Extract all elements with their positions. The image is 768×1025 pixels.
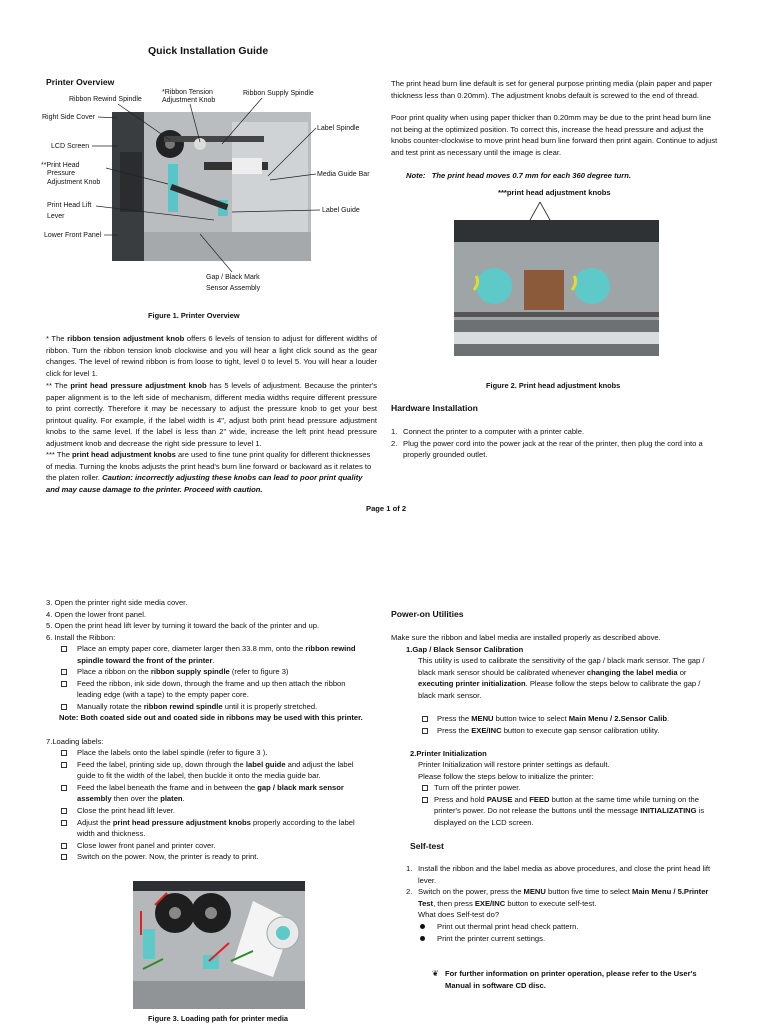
label-ribbon-tension-1: *Ribbon Tension (162, 89, 213, 96)
hardware-step: 1. Connect the printer to a computer with a printer cable. (391, 427, 585, 436)
footer-note: ❦ For further information on printer operation, please refer to the User's Manual in software CD disc. (432, 969, 697, 990)
note-ribbon-tension: * The ribbon tension adjustment knob offers 6 levels of tension to adjust for different widths of ribbon. Turn the ribbon tension knob clockwise and you will hear a light click sound as the gear changes. The level of rewind ribbon is from loose to tight, level 0 to level 5. You will hear a louder click for level 1. (46, 334, 377, 378)
list-item: 2. Switch on the power, press the MENU button five time to select Main Menu / 5.Printer Test, then press EXE/INC button to execute self-test. (406, 887, 709, 908)
list-item: Place a ribbon on the ribbon supply spindle (refer to figure 3) (61, 666, 371, 678)
printer-initialization-title: 2.Printer Initialization (410, 749, 487, 758)
print-head-knobs-photo (454, 220, 659, 356)
list-item: Press and hold PAUSE and FEED button at the same time while turning on the printer's power. Do not release the buttons until the message INITIALIZATING is displayed on the LCD screen. (422, 794, 718, 829)
print-head-note: Note: The print head moves 0.7 mm for each 360 degree turn. (406, 171, 631, 180)
figure2-caption: Figure 2. Print head adjustment knobs (486, 381, 621, 390)
list-item: 1. Install the ribbon and the label media as above procedures, and close the print head lift lever. (406, 864, 711, 885)
label-ribbon-rewind-spindle: Ribbon Rewind Spindle (69, 96, 142, 103)
printer-initialization-steps (422, 782, 718, 828)
list-item: Feed the ribbon, ink side down, through the frame and up then attach the ribbon leading edge (with a tape) to the empty paper core. (61, 678, 371, 701)
list-item: Print out thermal print head check pattern. (420, 921, 716, 933)
label-print-head-lift-2: Lever (47, 213, 65, 220)
gap-calibration-description: This utility is used to calibrate the sensitivity of the gap / black mark sensor. The gap / black mark sensor should be calibrated whenever changing the label media or executing printer initialization. Please follow the steps below to calibrate the gap / black mark sensor. (418, 656, 705, 700)
power-on-intro: Make sure the ribbon and label media are installed properly as described above. (391, 633, 661, 642)
list-item: Feed the label beneath the frame and in between the gap / black mark sensor assembly then over the platen. (61, 782, 371, 805)
list-item: Switch on the power. Now, the printer is ready to print. (61, 851, 371, 863)
note-print-head-adjustment: *** The print head adjustment knobs are used to fine tune print quality for different thicknesses of media. Turning the knobs adjusts the print head's burn line forward or backward as it relates to the platen roller. Caution: incorrectly adjusting these knobs can lead to poor print quality and may cause damage to the printer. Proceed with caution. (46, 450, 372, 494)
list-item: Turn off the printer power. (422, 782, 718, 794)
page-number: Page 1 of 2 (366, 504, 407, 513)
self-test-question: What does Self-test do? (418, 910, 500, 920)
power-on-utilities-heading: Power-on Utilities (391, 609, 464, 619)
hardware-installation-heading: Hardware Installation (391, 403, 478, 413)
list-item: Manually rotate the ribbon rewind spindle until it is properly stretched. (61, 701, 371, 713)
knobs-label: ***print head adjustment knobs (498, 188, 611, 197)
label-lower-front-panel: Lower Front Panel (44, 232, 102, 239)
label-print-head-pressure-3: Adjustment Knob (47, 179, 101, 186)
list-item: Place an empty paper core, diameter larger then 33.8 mm, onto the ribbon rewind spindle toward the front of the printer. (61, 643, 371, 666)
burn-line-default-paragraph: The print head burn line default is set for general purpose printing media (plain paper and paper thickness less than 0.20mm). The adjustment knobs default is screwed to the end of thread. (391, 79, 713, 100)
label-lcd-screen: LCD Screen (51, 143, 90, 150)
ribbon-note: Note: Both coated side out and coated side in ribbons may be used with this printer. (59, 713, 363, 722)
ribbon-steps (61, 643, 371, 713)
self-test-heading: Self-test (410, 841, 444, 851)
label-print-head-lift-1: Print Head Lift (47, 202, 92, 209)
pointer-icon: ❦ (432, 969, 439, 978)
label-ribbon-supply-spindle: Ribbon Supply Spindle (243, 90, 314, 97)
loading-steps (61, 747, 371, 863)
self-test-details (420, 921, 716, 944)
label-gap-sensor-1: Gap / Black Mark (206, 274, 260, 281)
step-4: 4. Open the lower front panel. (46, 609, 147, 619)
page-title: Quick Installation Guide (148, 45, 269, 57)
printer-initialization-description: Printer Initialization will restore printer settings as default. Please follow the steps below to initialize the printer: (418, 760, 610, 781)
label-ribbon-tension-2: Adjustment Knob (162, 97, 216, 104)
step-3: 3. Open the printer right side media cover. (46, 598, 188, 607)
note-print-head-pressure: ** The print head pressure adjustment knob has 5 levels of adjustment. Because the printer's paper alignment is to the left side of mechanism, different media widths require different pressure to print correctly. Therefore it may be necessary to adjust the pressure knob to get your best printout quality. For example, if the label width is 4", adjust both print head pressure adjustment knobs to the same level. If the label is less than 2" wide, increase the left print head pressure adjustment knob and decrease the right side pressure to level 1. (46, 381, 377, 448)
figure1-caption: Figure 1. Printer Overview (148, 311, 240, 320)
label-label-spindle: Label Spindle (317, 125, 360, 132)
step-5: 5. Open the print head lift lever by turning it toward the back of the printer and up. (46, 621, 320, 631)
list-item: Close lower front panel and printer cover. (61, 840, 371, 852)
hardware-step: 2. Plug the power cord into the power jack at the rear of the printer, then plug the cord into a properly grounded outlet. (391, 438, 703, 460)
gap-calibration-steps (422, 713, 718, 736)
label-right-side-cover: Right Side Cover (42, 114, 95, 121)
loading-path-photo (133, 881, 305, 1009)
poor-print-quality-paragraph: Poor print quality when using paper thicker than 0.20mm may be due to the print head burn line not being at the optimized position. To correct this, increase the head pressure and adjust the knobs counter-clockwise to move print head burn line forward then print again. Continue to adjust and test print as necessary until the image is clear. (391, 113, 718, 157)
label-print-head-pressure-1: **Print Head (41, 162, 80, 169)
label-media-guide-bar: Media Guide Bar (317, 171, 370, 178)
list-item: Print the printer current settings. (420, 933, 716, 945)
label-gap-sensor-2: Sensor Assembly (206, 285, 261, 292)
list-item: Press the MENU button twice to select Main Menu / 2.Sensor Calib. (422, 713, 718, 725)
install-steps (46, 597, 376, 643)
figure3-caption: Figure 3. Loading path for printer media (148, 1014, 289, 1023)
step-6: 6. Install the Ribbon: (46, 632, 116, 642)
hardware-steps (391, 426, 721, 461)
list-item: Feed the label, printing side up, down through the label guide and adjust the label guide to fit the width of the label, then buckle it onto the media guide bar. (61, 759, 371, 782)
list-item: Adjust the print head pressure adjustment knobs properly according to the label width and thickness. (61, 817, 371, 840)
self-test-steps (406, 863, 718, 921)
label-label-guide: Label Guide (322, 207, 360, 214)
gap-calibration-title: 1.Gap / Black Sensor Calibration (406, 645, 524, 654)
list-item: Press the EXE/INC button to execute gap sensor calibration utility. (422, 725, 718, 737)
printer-overview-heading: Printer Overview (46, 77, 115, 87)
list-item: Place the labels onto the label spindle (refer to figure 3 ). (61, 747, 371, 759)
loading-labels-heading: 7.Loading labels: (46, 737, 104, 746)
list-item: Close the print head lift lever. (61, 805, 371, 817)
label-print-head-pressure-2: Pressure (47, 170, 76, 177)
